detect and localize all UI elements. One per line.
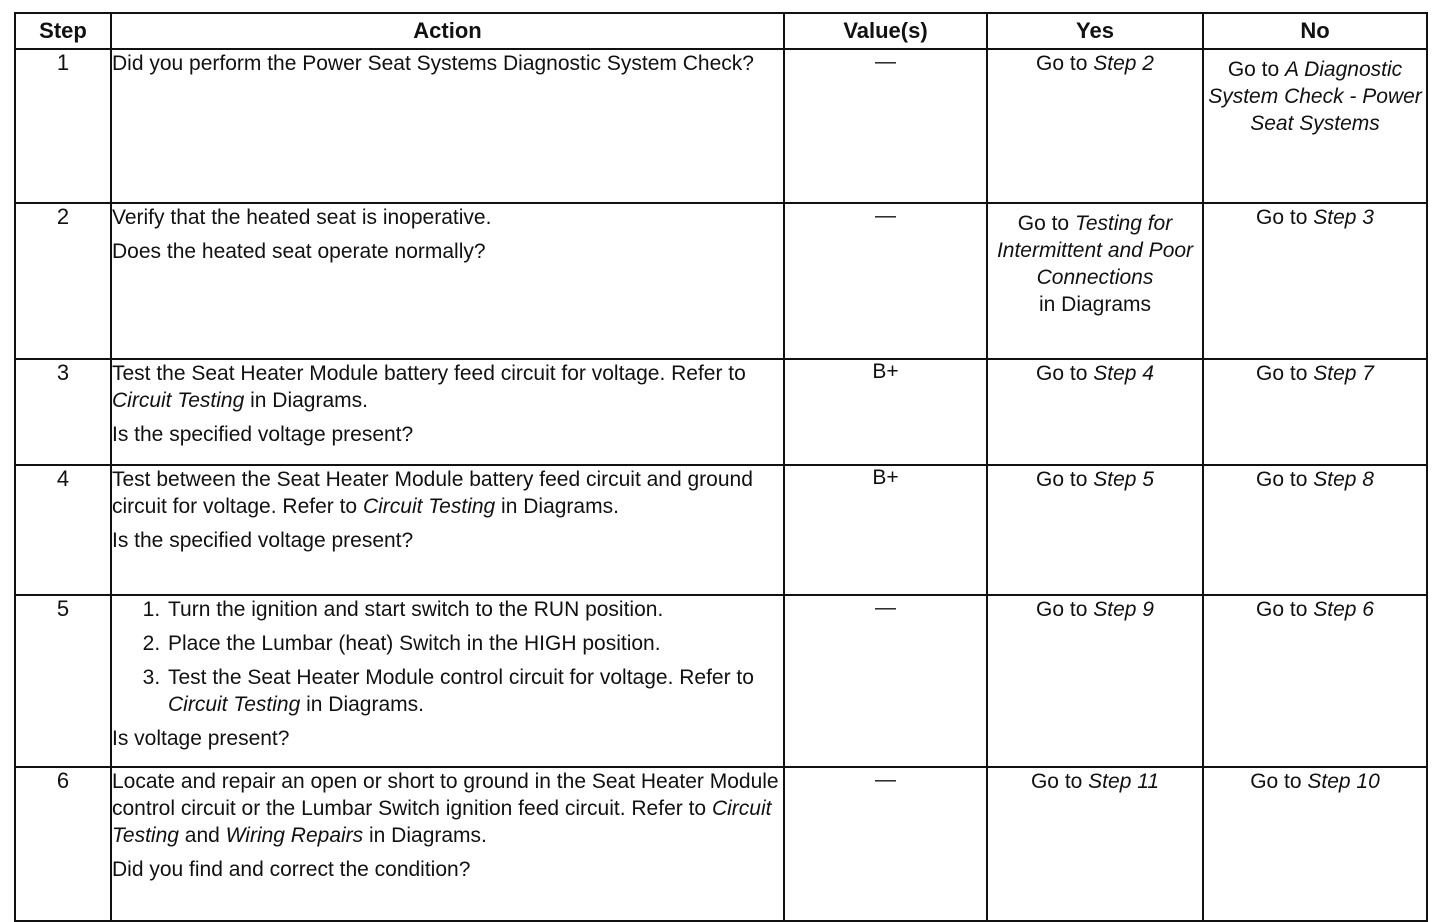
action-list: [112, 596, 783, 718]
no-cell: [1203, 203, 1427, 359]
step-number: 3: [15, 359, 111, 465]
no-prefix: Go to: [1256, 206, 1314, 229]
action-cell: [111, 767, 784, 921]
no-prefix: Go to: [1256, 468, 1314, 491]
table-row: [15, 359, 1427, 465]
yes-prefix: Go to: [1036, 598, 1094, 621]
yes-suffix: [988, 291, 1202, 318]
yes-link-step[interactable]: Step 4: [1093, 362, 1154, 385]
no-cell: [1203, 465, 1427, 595]
header-no: No: [1203, 13, 1427, 49]
table-row: [15, 49, 1427, 203]
table-row: [15, 595, 1427, 767]
no-prefix: Go to: [1227, 58, 1286, 81]
step-number: 6: [15, 767, 111, 921]
value-cell: —: [784, 595, 987, 767]
no-cell: [1203, 595, 1427, 767]
no-link-step[interactable]: Step 6: [1313, 598, 1374, 621]
action-cell: [111, 465, 784, 595]
action-cell: [111, 359, 784, 465]
no-link-step[interactable]: Step 3: [1313, 206, 1374, 229]
action-text-tail: in Diagrams.: [244, 389, 368, 412]
no-link-step[interactable]: Step 8: [1313, 468, 1374, 491]
yes-link-step[interactable]: Step 2: [1093, 52, 1154, 75]
action-cell: [111, 595, 784, 767]
yes-link-step[interactable]: Step 11: [1088, 770, 1160, 793]
step-number: 5: [15, 595, 111, 767]
yes-prefix: Go to: [1036, 468, 1094, 491]
action-question: Is voltage present?: [112, 727, 290, 750]
action-text-part: Locate and repair an open or short to ground in the Seat Heater Module control circuit or the Lumbar Switch ignition feed circuit. Refer to: [112, 770, 779, 820]
yes-cell: [987, 465, 1203, 595]
header-values: Value(s): [784, 13, 987, 49]
table-row: [15, 465, 1427, 595]
no-link-step[interactable]: Step 7: [1313, 362, 1374, 385]
circuit-testing-link[interactable]: Circuit Testing: [168, 693, 301, 716]
no-prefix: Go to: [1256, 598, 1314, 621]
no-prefix: Go to: [1250, 770, 1308, 793]
no-link-system-check[interactable]: A Diagnostic System Check - Power Seat Systems: [1208, 58, 1422, 135]
yes-link-step[interactable]: Step 5: [1093, 468, 1154, 491]
yes-suffix-diagrams: Diagrams: [1061, 293, 1152, 316]
action-text: [112, 768, 783, 849]
list-item: [166, 664, 783, 718]
action-text: Did you perform the Power Seat Systems Diagnostic System Check?: [112, 52, 754, 75]
step-number: 4: [15, 465, 111, 595]
circuit-testing-link[interactable]: Circuit Testing: [112, 389, 245, 412]
action-cell: [111, 203, 784, 359]
circuit-testing-link[interactable]: Circuit Testing: [112, 797, 772, 847]
yes-cell: [987, 49, 1203, 203]
action-text: [112, 360, 783, 414]
value-cell: —: [784, 203, 987, 359]
circuit-testing-link[interactable]: Circuit Testing: [362, 495, 496, 518]
yes-cell: [987, 359, 1203, 465]
list-item: 1. Turn the ignition and start switch to the RUN position.: [166, 596, 783, 623]
yes-prefix: Go to: [1036, 362, 1094, 385]
action-text: [112, 466, 783, 520]
value-cell: —: [784, 49, 987, 203]
list-item-text: Test the Seat Heater Module control circuit for voltage. Refer to: [168, 666, 754, 689]
yes-link-step[interactable]: Step 9: [1093, 598, 1154, 621]
no-cell: [1203, 359, 1427, 465]
no-cell: [1203, 767, 1427, 921]
yes-prefix: Go to: [1036, 52, 1094, 75]
value-cell: B+: [784, 359, 987, 465]
header-yes: Yes: [987, 13, 1203, 49]
action-question: Did you find and correct the condition?: [112, 858, 471, 881]
no-cell: [1203, 49, 1427, 203]
yes-cell: [987, 595, 1203, 767]
yes-cell: [987, 203, 1203, 359]
header-step: Step: [15, 13, 111, 49]
yes-link-intermittent[interactable]: Testing for Intermittent and Poor Connections: [996, 212, 1194, 289]
header-action: Action: [111, 13, 784, 49]
action-text-tail: in Diagrams.: [495, 495, 619, 518]
yes-prefix: Go to: [1017, 212, 1075, 235]
no-link-step[interactable]: Step 10: [1307, 770, 1380, 793]
action-cell: [111, 49, 784, 203]
table-row: [15, 767, 1427, 921]
action-text: Verify that the heated seat is inoperative.: [112, 206, 492, 229]
wiring-repairs-link[interactable]: Wiring Repairs: [225, 824, 364, 847]
header-row: [15, 13, 1427, 49]
diagnostic-table: [14, 12, 1428, 922]
step-number: 1: [15, 49, 111, 203]
action-text-part: Test between the Seat Heater Module battery feed circuit and ground circuit for voltage. Refer to: [112, 468, 753, 518]
list-item-tail: in Diagrams.: [300, 693, 424, 716]
yes-prefix: Go to: [1030, 770, 1089, 793]
action-question: Is the specified voltage present?: [112, 529, 414, 552]
table-row: [15, 203, 1427, 359]
no-prefix: Go to: [1256, 362, 1314, 385]
value-cell: —: [784, 767, 987, 921]
list-item: 2. Place the Lumbar (heat) Switch in the HIGH position.: [166, 630, 783, 657]
action-question: Is the specified voltage present?: [112, 423, 414, 446]
action-question: Does the heated seat operate normally?: [112, 240, 486, 263]
value-cell: B+: [784, 465, 987, 595]
action-text-tail: in Diagrams.: [363, 824, 487, 847]
step-number: 2: [15, 203, 111, 359]
action-text-part: Test the Seat Heater Module battery feed circuit for voltage. Refer to: [112, 362, 746, 385]
yes-suffix-in: in: [1038, 293, 1056, 316]
yes-cell: [987, 767, 1203, 921]
action-text-mid: and: [178, 824, 226, 847]
